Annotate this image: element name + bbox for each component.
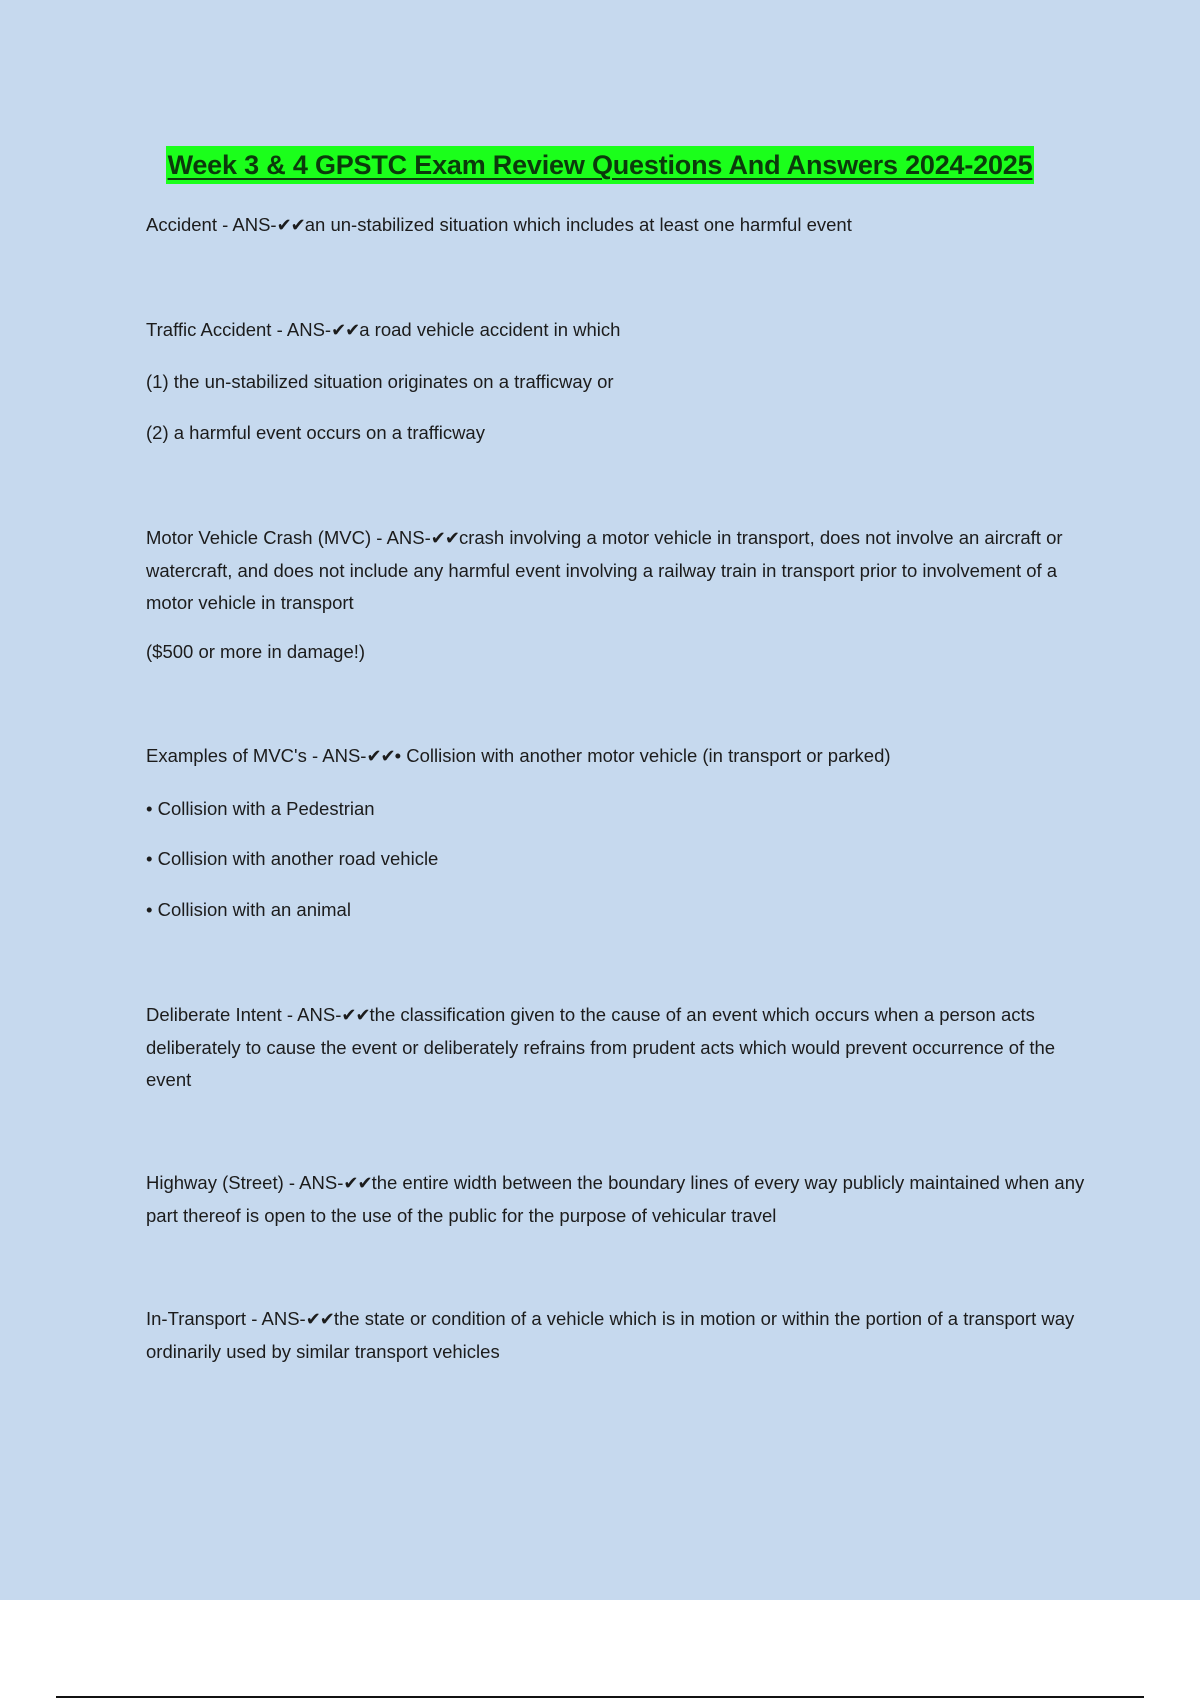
- entry-answer: a road vehicle accident in which: [359, 319, 621, 340]
- bullet-item: • Collision with another road vehicle: [146, 848, 439, 869]
- document-title: Week 3 & 4 GPSTC Exam Review Questions And Answers 2024-2025: [166, 146, 1035, 184]
- entry-deliberate-intent: [146, 999, 1086, 1096]
- bullet-item: • Collision with a Pedestrian: [146, 798, 375, 819]
- entry-in-transport: [146, 1303, 1086, 1368]
- entry-term: Traffic Accident - ANS-: [146, 319, 332, 340]
- title-container: [0, 146, 1200, 184]
- entry-answer: the entire width between the boundary lines of every way publicly maintained when any part thereof is open to the use of the public for the purpose of vehicular travel: [146, 1172, 1085, 1226]
- entry-line: (1) the un-stabilized situation originates on a trafficway or: [146, 371, 614, 392]
- entry-accident: [146, 209, 1086, 242]
- entry-term: Accident - ANS-: [146, 214, 277, 235]
- entry-line: (2) a harmful event occurs on a trafficway: [146, 422, 485, 443]
- check-marks-icon: ✔✔: [305, 1309, 334, 1330]
- check-marks-icon: ✔✔: [430, 528, 459, 549]
- check-marks-icon: ✔✔: [366, 746, 395, 767]
- entry-examples-of-mvcs: [146, 740, 1086, 773]
- entry-motor-vehicle-crash: [146, 522, 1086, 619]
- entry-term: Examples of MVC's - ANS-: [146, 745, 367, 766]
- bullet-item: • Collision with an animal: [146, 899, 351, 920]
- entry-answer: an un-stabilized situation which includes at least one harmful event: [304, 214, 852, 235]
- entry-term: Motor Vehicle Crash (MVC) - ANS-: [146, 527, 431, 548]
- entry-answer: crash involving a motor vehicle in transport, does not involve an aircraft or watercraft, and does not include any harmful event involving a railway train in transport prior to involvement of a motor vehicle in transport: [146, 527, 1063, 613]
- entry-answer: the state or condition of a vehicle which is in motion or within the portion of a transport way ordinarily used by similar transport vehicles: [146, 1308, 1075, 1362]
- entry-term: Deliberate Intent - ANS-: [146, 1004, 342, 1025]
- entry-term: In-Transport - ANS-: [146, 1308, 306, 1329]
- footer-divider: [56, 1696, 1144, 1698]
- check-marks-icon: ✔✔: [276, 215, 305, 236]
- check-marks-icon: ✔✔: [341, 1005, 370, 1026]
- check-marks-icon: ✔✔: [343, 1173, 372, 1194]
- entry-line: ($500 or more in damage!): [146, 641, 366, 662]
- entry-traffic-accident: [146, 314, 1086, 347]
- entry-term: Highway (Street) - ANS-: [146, 1172, 344, 1193]
- entry-answer: • Collision with another motor vehicle (in transport or parked): [394, 745, 891, 766]
- check-marks-icon: ✔✔: [331, 320, 360, 341]
- entry-highway-street: [146, 1167, 1086, 1232]
- entry-answer: the classification given to the cause of an event which occurs when a person acts deliberately to cause the event or deliberately refrains from prudent acts which would prevent occurrence of the event: [146, 1004, 1056, 1090]
